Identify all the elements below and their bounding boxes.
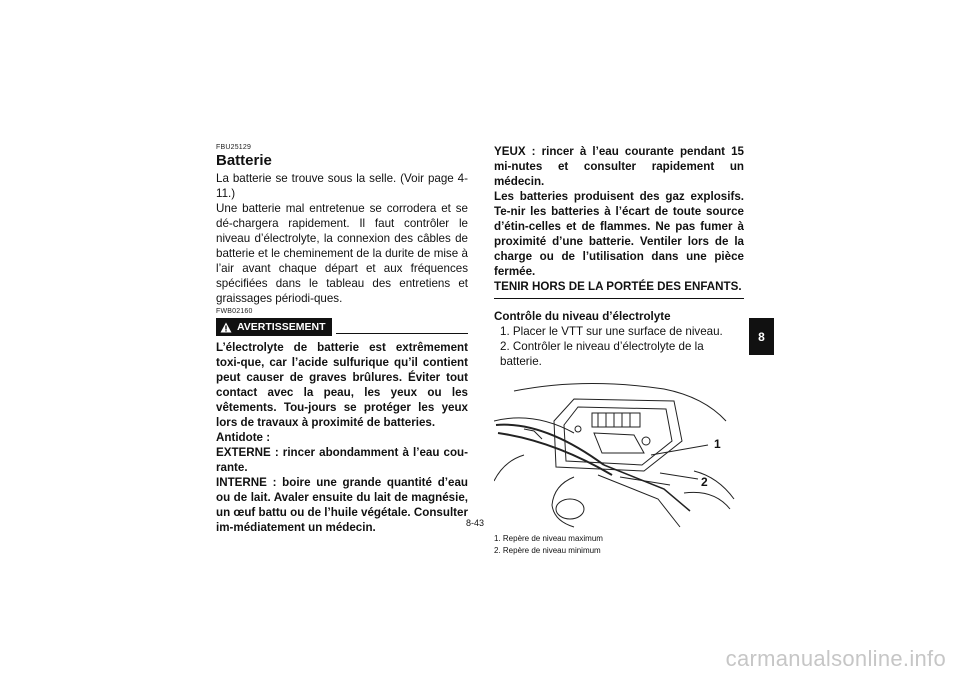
maintenance-paragraph: Une batterie mal entretenue se corrodera et se dé-chargera rapidement. Il faut contrôler le niveau d’électrolyte, la connexion des câbles de batterie et le cheminement de la durite de mise à l’air avant chaque départ et aux fréquences spécifiées dans le tableau des entretiens et graissages périodi-ques. bbox=[216, 202, 468, 305]
legend-item-max: 1. Repère de niveau maximum bbox=[494, 534, 603, 543]
callout-1: 1 bbox=[714, 437, 721, 451]
figure-legend bbox=[494, 533, 744, 557]
battery-illustration bbox=[494, 381, 744, 529]
step-2: 2. Contrôler le niveau d’électrolyte de la batterie. bbox=[500, 340, 704, 368]
warning-badge bbox=[216, 318, 332, 336]
intro-text: La batterie se trouve sous la selle. (Voir page 4-11.) bbox=[216, 172, 468, 200]
gas-warning: Les batteries produisent des gaz explosifs. Te-nir les batteries à l’écart de toute source d’étin-celles et de flammes. Ne pas fumer à proximité d’une batterie. Ventiler lors de la charge ou de l’utilisation dans une pièce fermée. bbox=[494, 190, 744, 278]
divider bbox=[494, 298, 744, 299]
warning-label: AVERTISSEMENT bbox=[237, 321, 326, 333]
warning-text: L’électrolyte de batterie est extrêmement toxi-que, car l’acide sulfurique qu’il contient peut causer de graves brûlures. Éviter tout contact avec la peau, les yeux ou les vêtements. Tou-jours se protéger les yeux lors de travaux à proximité de batteries. bbox=[216, 341, 468, 429]
warning-header bbox=[216, 318, 468, 336]
electrolyte-heading: Contrôle du niveau d’électrolyte bbox=[494, 310, 671, 323]
antidote-label: Antidote : bbox=[216, 431, 271, 444]
warning-triangle-icon bbox=[220, 322, 232, 333]
eyes-warning: YEUX : rincer à l’eau courante pendant 15 mi-nutes et consulter rapidement un médecin. bbox=[494, 145, 744, 188]
battery-drawing bbox=[494, 381, 744, 529]
warning-divider bbox=[336, 333, 468, 334]
section-title: Batterie bbox=[216, 152, 272, 169]
page-number: 8-43 bbox=[466, 518, 485, 528]
section-code: FBU25129 bbox=[216, 144, 252, 151]
left-column bbox=[216, 144, 468, 535]
right-column bbox=[494, 144, 744, 557]
chapter-tab: 8 bbox=[749, 318, 774, 355]
warning-code: FWB02160 bbox=[216, 308, 253, 315]
step-1: 1. Placer le VTT sur une surface de niveau. bbox=[500, 325, 723, 338]
legend-item-min: 2. Repère de niveau minimum bbox=[494, 546, 601, 555]
internal-antidote: INTERNE : boire une grande quantité d’eau ou de lait. Avaler ensuite du lait de magnésie, un œuf battu ou de l’huile végétale. Consulter im-médiatement un médecin. bbox=[216, 476, 468, 534]
children-warning: TENIR HORS DE LA PORTÉE DES ENFANTS. bbox=[494, 280, 742, 293]
external-antidote: EXTERNE : rincer abondamment à l’eau cou-rante. bbox=[216, 446, 468, 474]
watermark: carmanualsonline.info bbox=[725, 646, 946, 671]
callout-2: 2 bbox=[701, 475, 708, 489]
